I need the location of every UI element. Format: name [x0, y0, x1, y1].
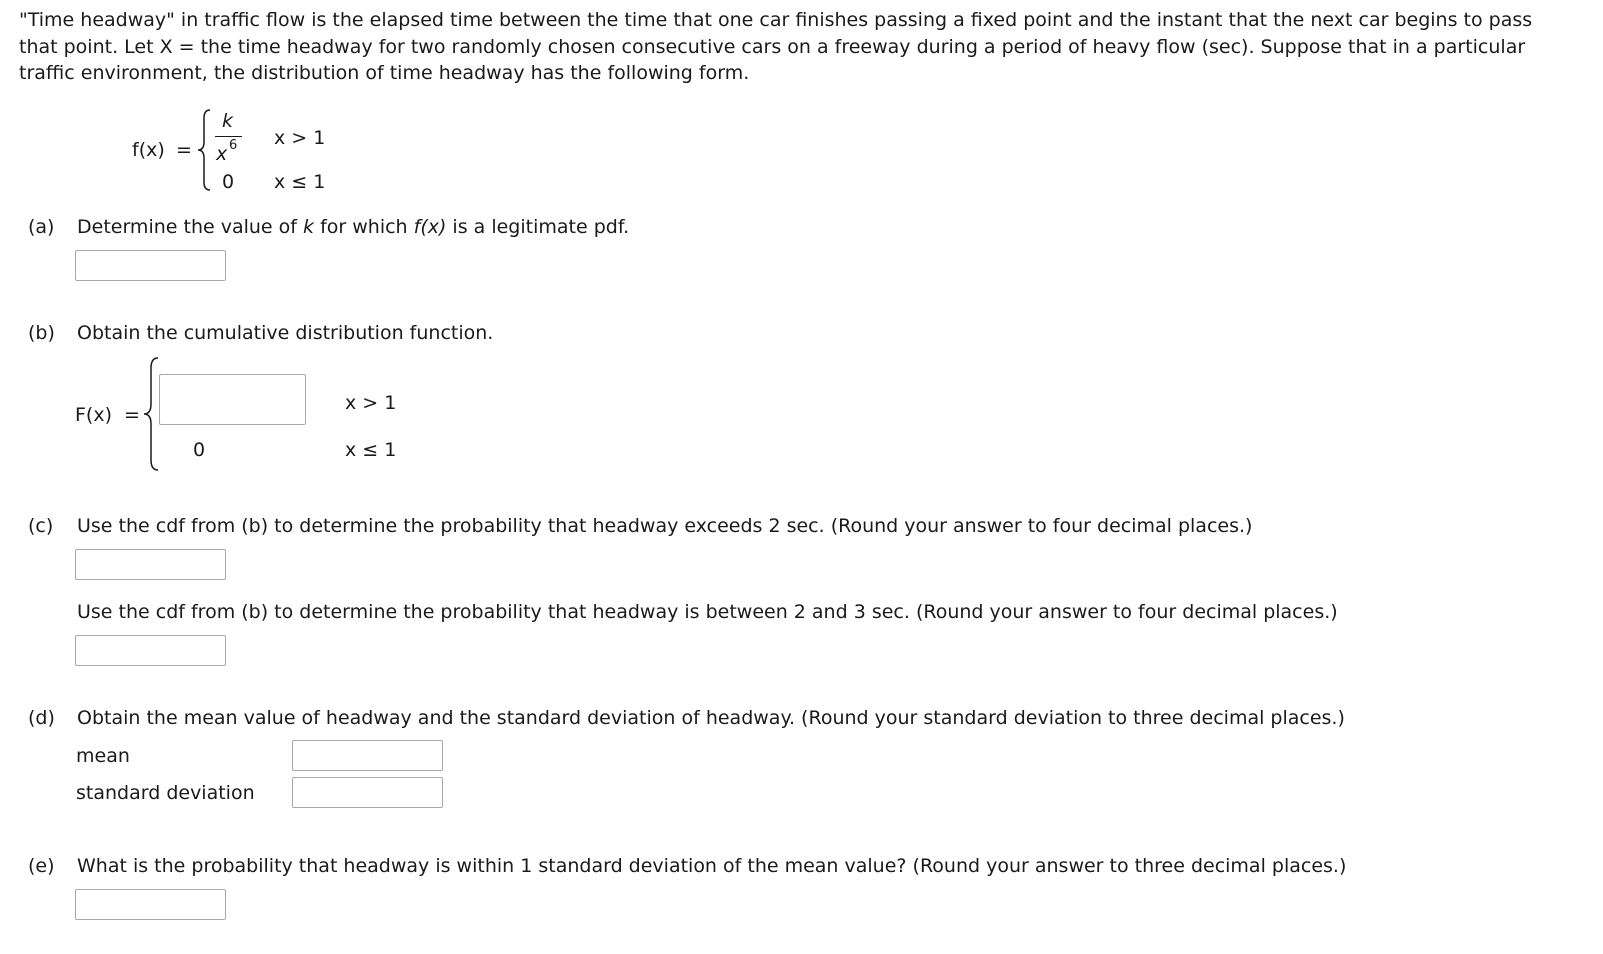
part-a-letter: (a): [28, 216, 55, 238]
part-c-question-2: Use the cdf from (b) to determine the probability that headway is between 2 and 3 sec. (Round your answer to four decimal places.): [77, 601, 1338, 623]
problem-intro: [19, 7, 1579, 87]
mean-answer-input[interactable]: [292, 740, 443, 771]
pdf-condition-1: x > 1: [274, 127, 326, 149]
part-a-answer-input[interactable]: [75, 250, 226, 281]
sd-answer-input[interactable]: [292, 777, 443, 808]
part-e-answer-input[interactable]: [75, 889, 226, 920]
pdf-denominator-base: x: [216, 143, 228, 165]
pdf-zero: 0: [222, 171, 235, 193]
part-e-question: What is the probability that headway is within 1 standard deviation of the mean value? (Round your answer to three decimal places.): [77, 855, 1347, 877]
pdf-brace: [196, 108, 212, 192]
part-a-k: k: [303, 216, 315, 238]
part-c-answer-2-input[interactable]: [75, 635, 226, 666]
part-b-question: Obtain the cumulative distribution function.: [77, 322, 494, 344]
part-a-fx: f(x): [413, 216, 447, 238]
cdf-equals: =: [124, 404, 140, 426]
part-c-letter: (c): [28, 515, 54, 537]
intro-line-2: that point. Let X = the time headway for two randomly chosen consecutive cars on a freeway during a period of heavy flow (sec). Suppose that in a particular: [19, 35, 1526, 58]
pdf-fraction-bar: [215, 136, 242, 137]
part-d-letter: (d): [28, 707, 55, 729]
cdf-answer-input[interactable]: [159, 374, 306, 425]
cdf-condition-2: x ≤ 1: [345, 439, 397, 461]
part-c-answer-1-input[interactable]: [75, 549, 226, 580]
part-a-text-post: is a legitimate pdf.: [446, 216, 630, 238]
part-b-letter: (b): [28, 322, 55, 344]
sd-label: standard deviation: [76, 782, 255, 804]
part-e-letter: (e): [28, 855, 55, 877]
intro-line-1: "Time headway" in traffic flow is the elapsed time between the time that one car finishes passing a fixed point and the instant that the next car begins to pass: [19, 9, 1533, 31]
cdf-lhs: F(x): [75, 404, 112, 426]
part-c-question-1: Use the cdf from (b) to determine the probability that headway exceeds 2 sec. (Round your answer to four decimal places.): [77, 515, 1253, 537]
cdf-condition-1: x > 1: [345, 392, 397, 414]
pdf-numerator: k: [222, 110, 234, 132]
pdf-equals: =: [176, 139, 192, 161]
pdf-denominator-exp: 6: [229, 138, 238, 153]
pdf-condition-2: x ≤ 1: [274, 171, 326, 193]
part-a-text-pre: Determine the value of: [77, 216, 304, 238]
part-a-text-mid: for which: [314, 216, 414, 238]
cdf-zero: 0: [193, 439, 206, 461]
part-a-question: [77, 216, 629, 238]
intro-line-3: traffic environment, the distribution of time headway has the following form.: [19, 62, 750, 84]
part-d-question: Obtain the mean value of headway and the standard deviation of headway. (Round your standard deviation to three decimal places.): [77, 707, 1345, 729]
mean-label: mean: [76, 745, 130, 767]
cdf-brace: [142, 356, 160, 472]
pdf-lhs: f(x): [132, 139, 165, 161]
